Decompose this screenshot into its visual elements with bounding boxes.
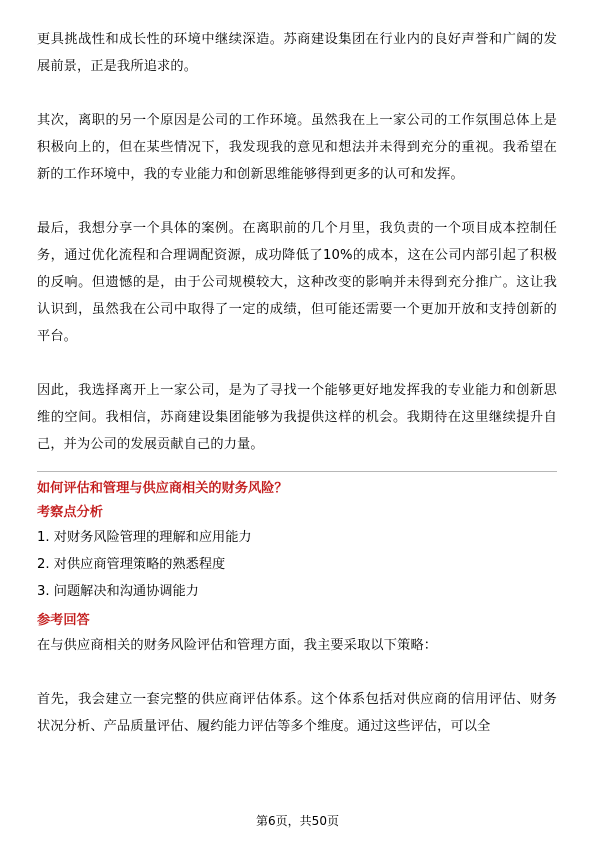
analysis-heading: 考察点分析: [37, 505, 103, 520]
section-divider: [37, 471, 557, 472]
answer-intro: 在与供应商相关的财务风险评估和管理方面，我主要采取以下策略：: [37, 638, 438, 653]
list-item: 3. 问题解决和沟通协调能力: [37, 584, 199, 599]
answer-paragraph: 首先，我会建立一套完整的供应商评估体系。这个体系包括对供应商的信用评估、财务状况分析、产品质量评估、履约能力评估等多个维度。通过这些评估，可以全: [37, 692, 557, 734]
paragraph-gap: [37, 659, 557, 686]
question-title: 如何评估和管理与供应商相关的财务风险？: [37, 481, 288, 496]
answer-heading: 参考回答: [37, 613, 90, 628]
list-item: 1. 对财务风险管理的理解和应用能力: [37, 530, 252, 545]
intro-paragraph-4: 因此，我选择离开上一家公司，是为了寻找一个能够更好地发挥我的专业能力和创新思维的空间。我相信，苏商建设集团能够为我提供这样的机会。我期待在这里继续提升自己，并为公司的发展贡献自己的力量。: [37, 383, 557, 452]
analysis-list: [37, 524, 557, 605]
paragraph-gap: [37, 80, 557, 107]
intro-paragraph-1: 更具挑战性和成长性的环境中继续深造。苏商建设集团在行业内的良好声誉和广阔的发展前景，正是我所追求的。: [37, 32, 557, 74]
intro-paragraph-3: 最后，我想分享一个具体的案例。在离职前的几个月里，我负责的一个项目成本控制任务，通过优化流程和合理调配资源，成功降低了10%的成本，这在公司内部引起了积极的反响。但遗憾的是，由于公司规模较大，这种改变的影响并未得到充分推广。这让我认识到，虽然我在公司中取得了一定的成绩，但可能还需要一个更加开放和支持创新的平台。: [37, 221, 557, 344]
list-item: 2. 对供应商管理策略的熟悉程度: [37, 557, 226, 572]
page-footer: 第6页，共50页: [256, 814, 339, 828]
paragraph-gap: [37, 188, 557, 215]
intro-paragraph-2: 其次，离职的另一个原因是公司的工作环境。虽然我在上一家公司的工作氛围总体上是积极向上的，但在某些情况下，我发现我的意见和想法并未得到充分的重视。我希望在新的工作环境中，我的专业能力和创新思维能够得到更多的认可和发挥。: [37, 113, 557, 182]
paragraph-gap: [37, 350, 557, 377]
